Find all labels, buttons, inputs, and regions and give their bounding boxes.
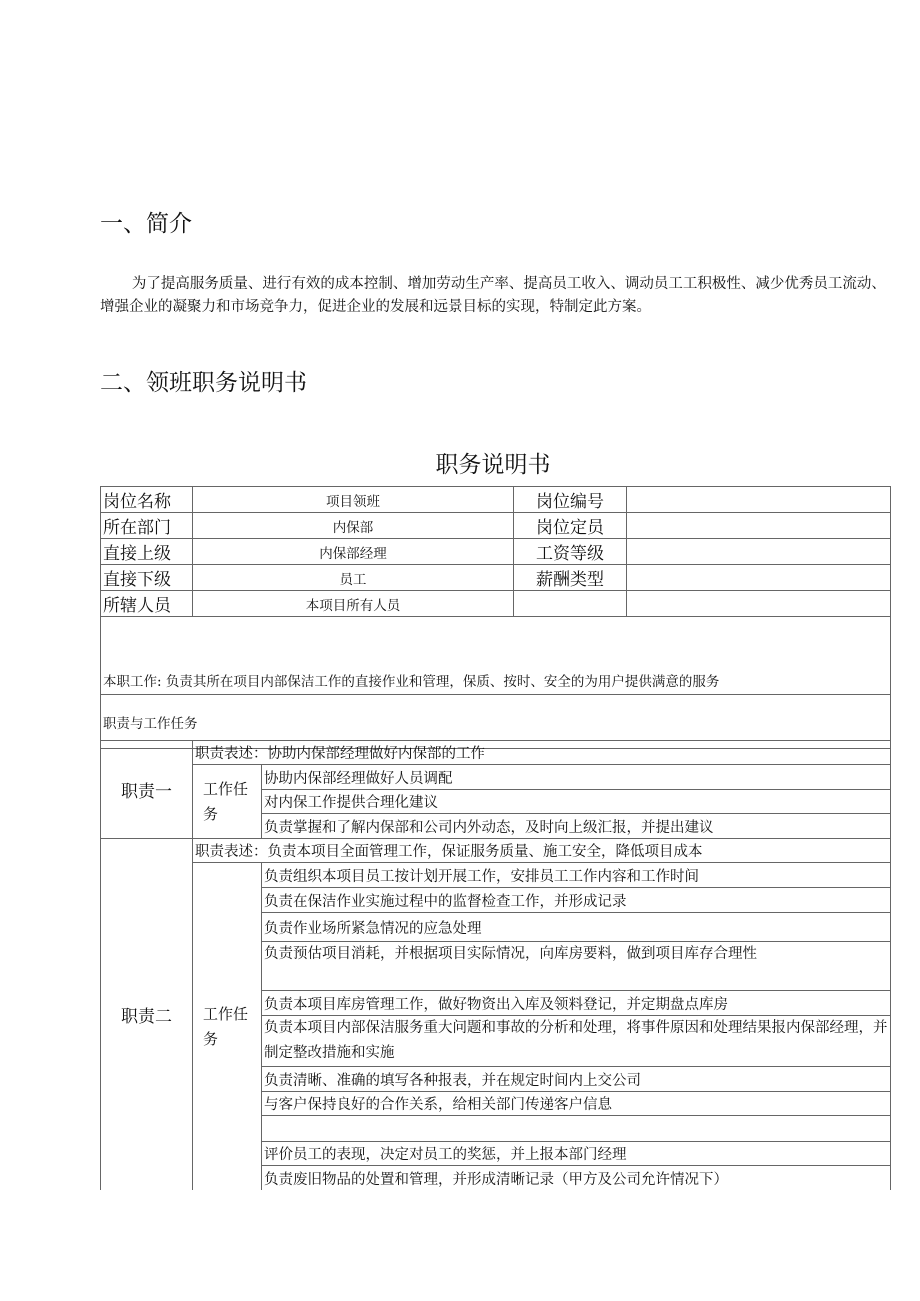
task-item: 负责清晰、准确的填写各种报表，并在规定时间内上交公司 [262,1067,891,1092]
info-row [101,565,891,591]
task-item: 负责废旧物品的处置和管理，并形成清晰记录（甲方及公司允许情况下） [262,1166,891,1191]
task-item [262,1116,891,1142]
field-label: 直接下级 [101,565,193,591]
section-heading-job-description: 二、领班职务说明书 [100,370,307,396]
field-value: 内保部 [193,513,514,539]
intro-paragraph: 为了提高服务质量、进行有效的成本控制、增加劳动生产率、提高员工收入、调动员工工积极性、减少优秀员工流动、增强企业的凝聚力和市场竞争力，促进企业的发展和远景目标的实现，特制定此方案。 [100,276,886,315]
duty-name: 职责一 [101,741,193,839]
task-item: 负责在保洁作业实施过程中的监督检查工作，并形成记录 [262,888,891,913]
task-item: 对内保工作提供合理化建议 [262,790,891,814]
field-label: 岗位编号 [514,487,627,513]
field-label: 所辖人员 [101,591,193,617]
field-value: 内保部经理 [193,539,514,565]
task-item: 负责掌握和了解内保部和公司内外动态，及时向上级汇报，并提出建议 [262,814,891,839]
field-value [627,591,891,617]
info-row [101,539,891,565]
task-item: 负责本项目内部保洁服务重大问题和事故的分析和处理，将事件原因和处理结果报内保部经理，并制定整改措施和实施 [262,1016,891,1067]
info-row [101,591,891,617]
field-label: 岗位名称 [101,487,193,513]
duty-description: 职责表述：负责本项目全面管理工作，保证服务质量、施工安全，降低项目成本 [193,839,891,863]
field-value: 员工 [193,565,514,591]
task-label: 工作任务 [193,765,262,839]
task-item: 负责预估项目消耗，并根据项目实际情况，向库房要料，做到项目库存合理性 [262,942,891,991]
duties-heading-cell: 职责与工作任务 [101,695,891,749]
field-value [627,539,891,565]
main-work-cell: 本职工作: 负责其所在项目内部保洁工作的直接作业和管理，保质、按时、安全的为用户提供满意的服务 [101,617,891,695]
field-label: 所在部门 [101,513,193,539]
task-item: 负责本项目库房管理工作，做好物资出入库及领料登记，并定期盘点库房 [262,991,891,1016]
section-heading-intro: 一、简介 [100,211,192,237]
field-value: 本项目所有人员 [193,591,514,617]
task-item: 负责作业场所紧急情况的应急处理 [262,913,891,942]
duty-name: 职责二 [101,839,193,1191]
field-label: 直接上级 [101,539,193,565]
job-info-table [100,486,891,749]
task-item: 协助内保部经理做好人员调配 [262,765,891,790]
document-title: 职务说明书 [435,452,551,478]
field-label: 薪酬类型 [514,565,627,591]
task-item: 评价员工的表现，决定对员工的奖惩，并上报本部门经理 [262,1142,891,1166]
field-label [514,591,627,617]
field-value [627,565,891,591]
field-value [627,513,891,539]
field-label: 岗位定员 [514,513,627,539]
info-row [101,487,891,513]
info-row [101,513,891,539]
field-value [627,487,891,513]
task-label: 工作任务 [193,863,262,1191]
field-value: 项目领班 [193,487,514,513]
task-item: 与客户保持良好的合作关系，给相关部门传递客户信息 [262,1092,891,1116]
duties-table [100,740,891,1190]
task-item: 负责组织本项目员工按计划开展工作，安排员工工作内容和工作时间 [262,863,891,888]
duty-description: 职责表述：协助内保部经理做好内保部的工作 [193,741,891,765]
field-label: 工资等级 [514,539,627,565]
